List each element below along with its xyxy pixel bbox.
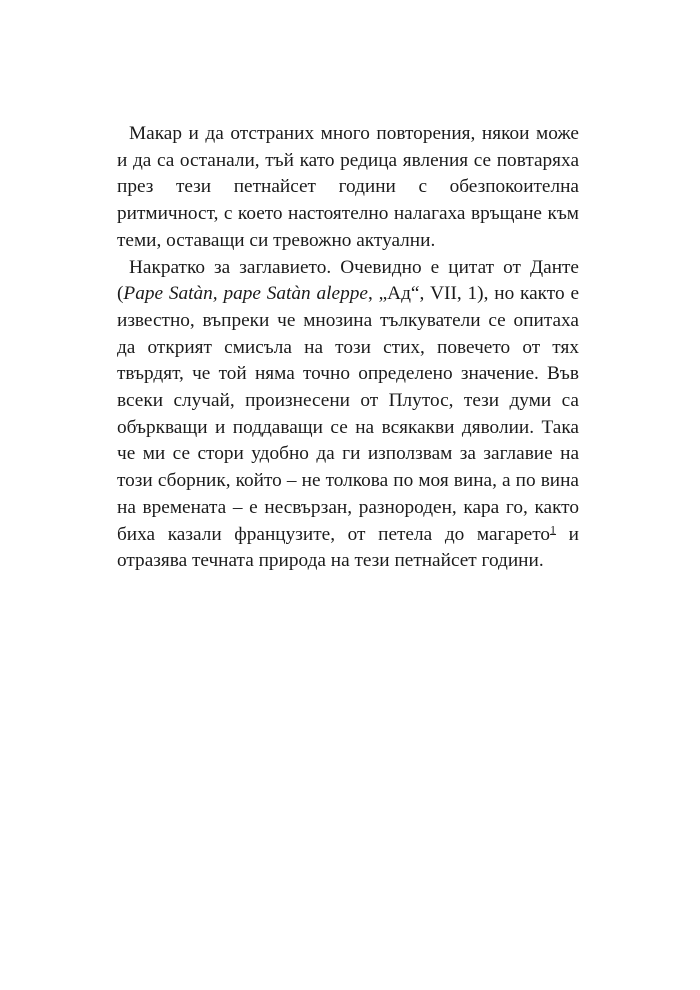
footnote-link[interactable]: 1	[550, 521, 557, 536]
paragraph-2-body: , „Ад“, VII, 1), но както е известно, въпреки че мнозина тълкуватели се опитаха да открият смисъла на този стих, повечето от тях твърдят, че той няма точно определено значение. Във всеки случай, произнесени от Плутос, тези думи са объркващи и поддаващи се на всякакви дяволии. Така че ми се стори удобно да ги използвам за заглавие на този сборник, който – не толкова по моя вина, а по вина на времената – е несвързан, разнороден, кара го, както биха казали французите, от петела до магарето	[117, 283, 579, 545]
paragraph-1: Макар и да отстраних много повторения, някои може и да са останали, тъй като редица явления се повтаряха през тези петнайсет години с обезпокоителна ритмичност, с което настоятелно налагаха връщане към теми, оставащи си тревожно актуални.	[117, 123, 579, 251]
paragraph-2	[117, 255, 579, 575]
dante-quote: Pape Satàn, pape Satàn aleppe	[123, 283, 368, 305]
paragraph-2-intro: Накратко за заглавието. Очевидно е цитат от Данте (	[117, 256, 579, 305]
body-text	[117, 121, 579, 575]
paragraph-2-ending: и отразява течната природа на тези петнайсет години.	[117, 523, 580, 572]
